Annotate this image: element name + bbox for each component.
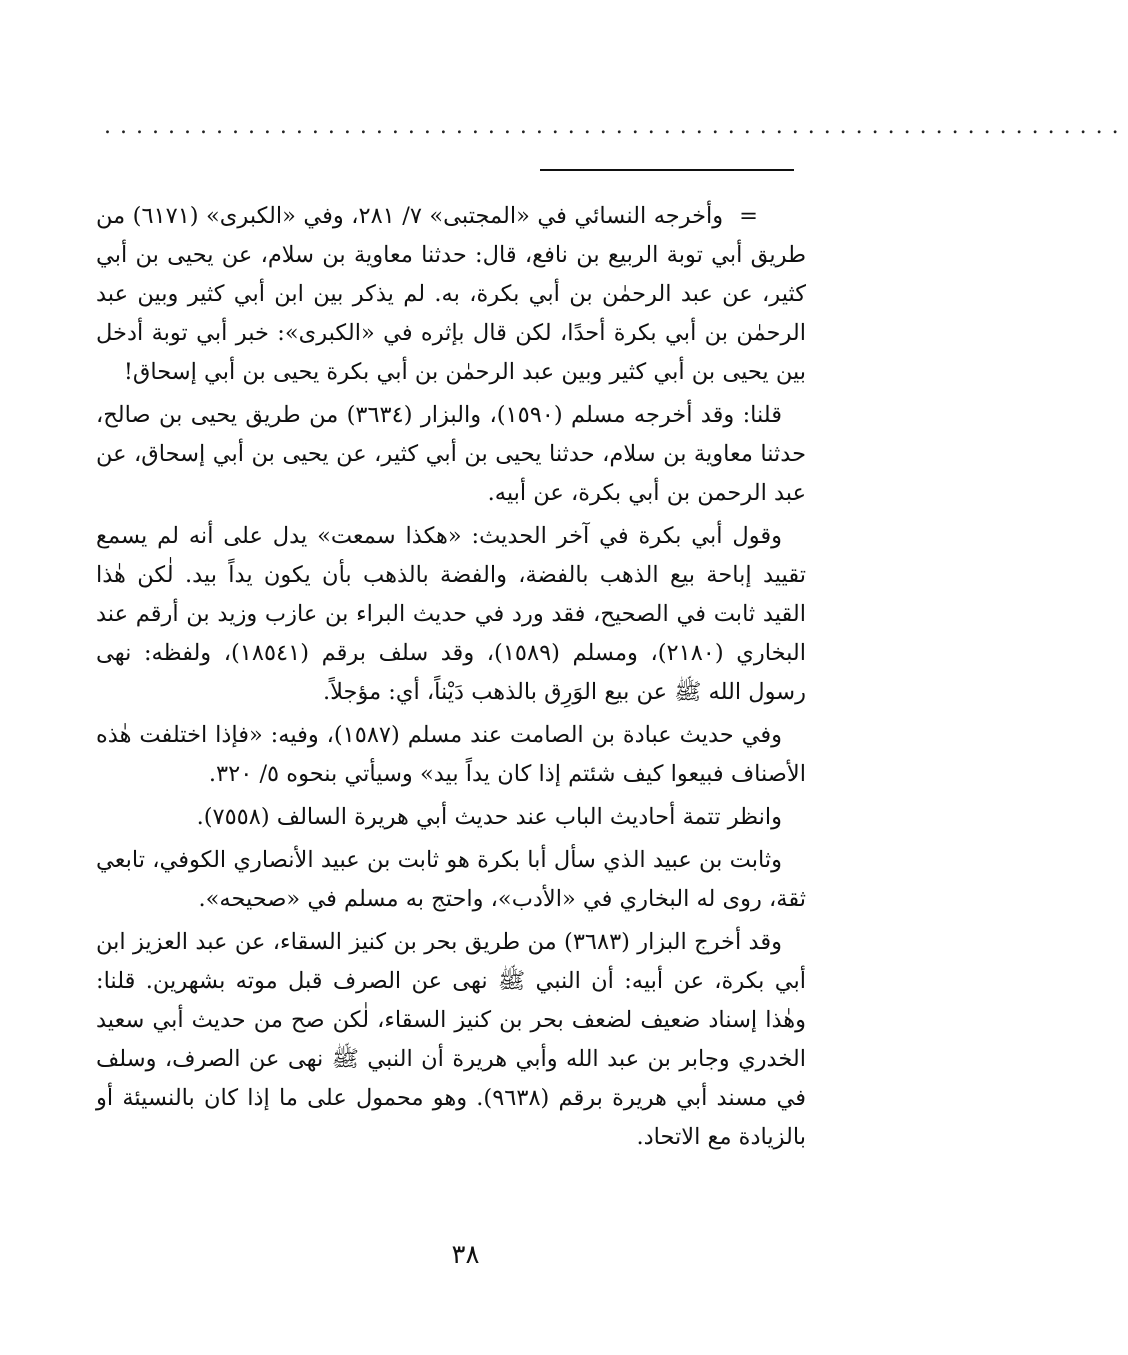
page-number: ٣٨ bbox=[451, 1240, 480, 1270]
footnote-separator bbox=[540, 169, 794, 171]
paragraph-7: وقد أخرج البزار (٣٦٨٣) من طريق بحر بن كنيز السقاء، عن عبد العزيز ابن أبي بكرة، عن أبيه: أن النبي ﷺ نهى عن الصرف قبل موته بشهرين. قلنا: وهٰذا إسناد ضعيف لضعف بحر بن كنيز السقاء، لٰكن صح من حديث أبي سعيد الخدري وجابر بن عبد الله وأبي هريرة أن النبي ﷺ نهى عن الصرف، وسلف في مسند أبي هريرة برقم (٩٦٣٨). وهو محمول على ما إذا كان بالنسيئة أو بالزيادة مع الاتحاد. bbox=[96, 929, 806, 1150]
paragraph-1 bbox=[96, 197, 806, 392]
paragraph-5: وانظر تتمة أحاديث الباب عند حديث أبي هريرة السالف (٧٥٥٨). bbox=[196, 804, 782, 830]
paragraph-2: قلنا: وقد أخرجه مسلم (١٥٩٠)، والبزار (٣٦٣٤) من طريق يحيى بن صالح، حدثنا معاوية بن سلام، حدثنا يحيى بن أبي كثير، عن يحيى بن أبي إسحاق، عن عبد الرحمن بن أبي بكرة، عن أبيه. bbox=[96, 402, 806, 506]
footnote-text bbox=[96, 197, 806, 1227]
paragraph-6: وثابت بن عبيد الذي سأل أبا بكرة هو ثابت بن عبيد الأنصاري الكوفي، تابعي ثقة، روى له البخاري في «الأدب»، واحتج به مسلم في «صحيحه». bbox=[96, 847, 806, 912]
header-dotted-line: ................................................................ bbox=[104, 114, 1128, 139]
paragraph-4: وفي حديث عبادة بن الصامت عند مسلم (١٥٨٧)، وفيه: «فإذا اختلفت هٰذه الأصناف فبيعوا كيف شئتم إذا كان يداً بيد» وسيأتي بنحوه ٥/ ٣٢٠. bbox=[96, 722, 806, 787]
paragraph-text: وأخرجه النسائي في «المجتبى» ٧/ ٢٨١، وفي «الكبرى» (٦١٧١) من طريق أبي توبة الربيع بن نافع، قال: حدثنا معاوية بن سلام، عن يحيى بن أبي كثير، عن عبد الرحمٰن بن أبي بكرة، به. لم يذكر بين ابن أبي كثير وبين عبد الرحمٰن بن أبي بكرة أحدًا، لكن قال بإثره في «الكبرى»: خبر أبي توبة أدخل بين يحيى بن أبي كثير وبين عبد الرحمٰن بن أبي بكرة يحيى بن أبي إسحاق! bbox=[96, 203, 806, 385]
continuation-mark: = bbox=[739, 203, 758, 229]
paragraph-3: وقول أبي بكرة في آخر الحديث: «هكذا سمعت» يدل على أنه لم يسمع تقييد إباحة بيع الذهب بالفضة، والفضة بالذهب بأن يكون يداً بيد. لٰكن هٰذا القيد ثابت في الصحيح، فقد ورد في حديث البراء بن عازب وزيد بن أرقم عند البخاري (٢١٨٠)، ومسلم (١٥٨٩)، وقد سلف برقم (١٨٥٤١)، ولفظه: نهى رسول الله ﷺ عن بيع الوَرِق بالذهب دَيْناً، أي: مؤجلاً. bbox=[96, 523, 807, 705]
